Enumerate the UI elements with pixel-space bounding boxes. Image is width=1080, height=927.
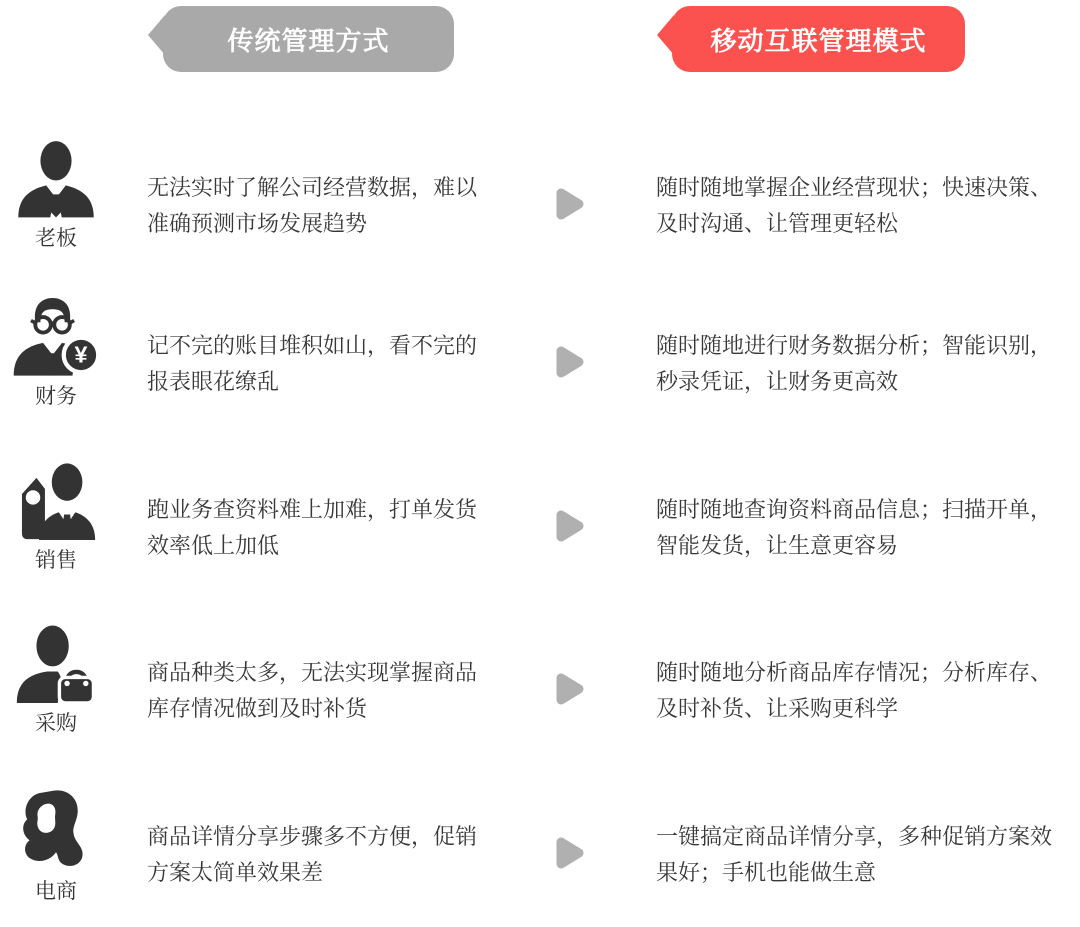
right-arrow-icon bbox=[556, 837, 584, 874]
role-label: 老板 bbox=[35, 227, 77, 250]
comparison-row-finance bbox=[0, 296, 1080, 448]
traditional-text: 记不完的账目堆积如山，看不完的 报表眼花缭乱 bbox=[147, 333, 478, 394]
right-arrow-icon bbox=[556, 510, 584, 547]
traditional-header-bubble bbox=[163, 6, 454, 72]
comparison-row-procurement bbox=[0, 623, 1080, 775]
traditional-text: 跑业务查资料难上加难，打单发货 效率低上加低 bbox=[147, 497, 478, 558]
role-ecommerce bbox=[2, 787, 110, 905]
mobile-text: 一键搞定商品详情分享，多种促销方案效 果好；手机也能做生意 bbox=[656, 824, 1053, 885]
mobile-header-bubble bbox=[672, 6, 965, 72]
role-label: 销售 bbox=[35, 549, 77, 572]
mobile-text: 随时随地进行财务数据分析；智能识别， 秒录凭证，让财务更高效 bbox=[656, 333, 1053, 394]
sales-avatar-icon bbox=[13, 460, 99, 540]
traditional-text: 无法实时了解公司经营数据，难以 准确预测市场发展趋势 bbox=[147, 175, 478, 236]
ecommerce-avatar-icon bbox=[16, 787, 96, 871]
mobile-text: 随时随地查询资料商品信息；扫描开单， 智能发货，让生意更容易 bbox=[656, 497, 1053, 558]
role-label: 采购 bbox=[35, 712, 77, 735]
right-arrow-icon bbox=[556, 673, 584, 710]
right-arrow-icon bbox=[556, 188, 584, 225]
role-procurement bbox=[2, 623, 110, 737]
mobile-text: 随时随地分析商品库存情况；分析库存、 及时补货、让采购更科学 bbox=[656, 660, 1053, 721]
role-boss bbox=[2, 138, 110, 252]
comparison-row-boss bbox=[0, 138, 1080, 290]
comparison-row-ecommerce bbox=[0, 787, 1080, 927]
role-label: 财务 bbox=[35, 385, 77, 408]
svg-text:¥: ¥ bbox=[74, 341, 88, 368]
role-sales bbox=[2, 460, 110, 574]
finance-avatar-icon bbox=[12, 296, 100, 376]
right-arrow-icon bbox=[556, 346, 584, 383]
mobile-header-label: 移动互联管理模式 bbox=[710, 25, 927, 56]
traditional-text: 商品种类太多，无法实现掌握商品 库存情况做到及时补货 bbox=[147, 660, 478, 721]
boss-avatar-icon bbox=[15, 138, 97, 218]
role-finance bbox=[2, 296, 110, 410]
traditional-header-label: 传统管理方式 bbox=[227, 25, 390, 56]
role-label: 电商 bbox=[35, 880, 77, 903]
comparison-row-sales bbox=[0, 460, 1080, 612]
traditional-text: 商品详情分享步骤多不方便，促销 方案太简单效果差 bbox=[147, 824, 478, 885]
mobile-text: 随时随地掌握企业经营现状；快速决策、 及时沟通、让管理更轻松 bbox=[656, 175, 1053, 236]
procurement-avatar-icon bbox=[13, 623, 99, 703]
